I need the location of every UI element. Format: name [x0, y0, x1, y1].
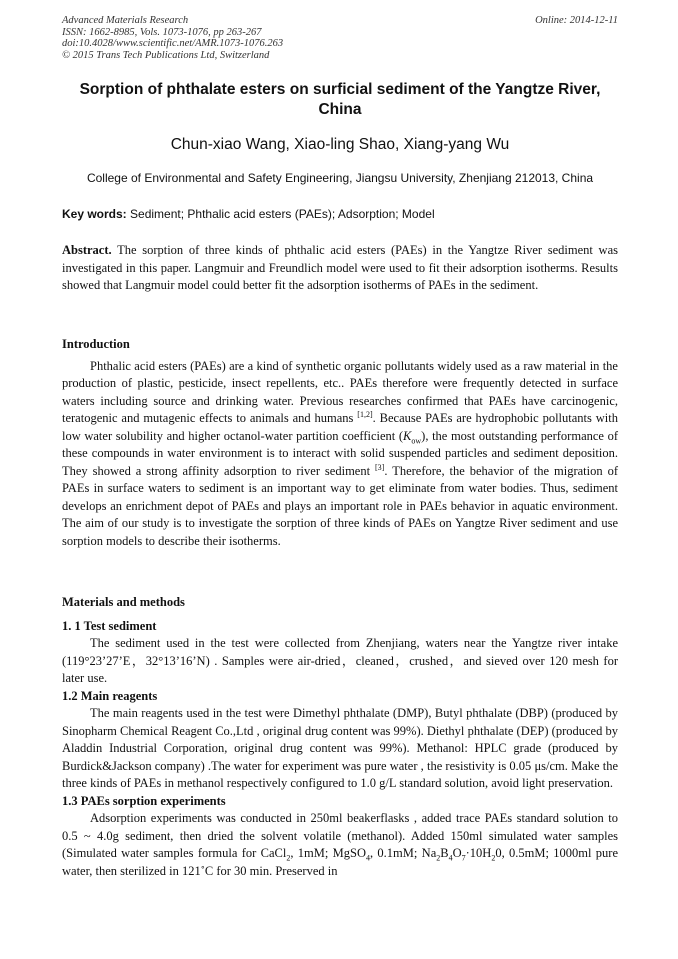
sorption-text-4: B — [440, 846, 449, 860]
sorption-text-2: , 1mM; MgSO — [290, 846, 366, 860]
intro-text-4: . Therefore, the behavior of the migration of PAEs in surface waters to sediment is an important way to get eliminate from water bodies. Thus, sediment develops an enrichment depot of PAEs and plays an important role in PAEs behavior in aquatic environment. The aim of our study is to investigate the sorption of three kinds of PAEs on Yangtze River sediment and use sorption models to describe their isotherms. — [62, 463, 618, 548]
subscript: 4 — [365, 853, 370, 863]
introduction-paragraph — [62, 358, 618, 551]
sorption-experiments-heading: 1.3 PAEs sorption experiments — [62, 793, 226, 808]
kow-subscript: ow — [411, 436, 422, 445]
test-sediment-heading: 1. 1 Test sediment — [62, 618, 157, 633]
citation-1: [1,2] — [357, 409, 373, 419]
intro-text-1: Phthalic acid esters (PAEs) are a kind of synthetic organic pollutants widely used as a raw material in the production of plastic, pesticide, insect repellents, etc.. PAEs therefore were frequently detected in surface waters including source and drinking water. Previous researches confirmed that PAEs have carcinogenic, teratogenic and mutagenic effects to animals and humans — [62, 358, 618, 425]
publication-header — [62, 15, 618, 61]
main-reagents-heading: 1.2 Main reagents — [62, 688, 158, 703]
sorption-text-3: , 0.1mM; Na — [369, 846, 437, 860]
intro-text-3: ), the most outstanding performance of these compounds in water environment is to interact with solid suspended particles and sediment deposition. They showed a strong affinity adsorption to river sediment — [62, 428, 618, 478]
keywords-text: Sediment; Phthalic acid esters (PAEs); Adsorption; Model — [126, 207, 435, 221]
subscript: 2 — [436, 853, 441, 863]
subscript: 2 — [491, 853, 496, 863]
introduction-heading: Introduction — [62, 337, 130, 351]
sorption-experiments-text — [62, 810, 618, 880]
copyright-line: © 2015 Trans Tech Publications Ltd, Switzerland — [62, 49, 270, 61]
intro-text-2: . Because PAEs are hydrophobic pollutants with low water solubility and higher octanol-water partition coefficient ( — [62, 411, 618, 443]
subscript: 7 — [461, 853, 466, 863]
abstract-label: Abstract. — [62, 243, 112, 257]
test-sediment-text: The sediment used in the test were collected from Zhenjiang, waters near the Yangtze river intake (119°23’27’E，32°13’16’N) . Samples were air-dried，cleaned，crushed，and sieved over 120 mesh for later use. — [62, 636, 618, 685]
author-list: Chun-xiao Wang, Xiao-ling Shao, Xiang-yang Wu — [170, 136, 510, 153]
keywords-label: Key words: — [62, 207, 127, 221]
sorption-text-5: O — [452, 846, 462, 860]
abstract-text: The sorption of three kinds of phthalic acid esters (PAEs) in the Yangtze River sediment was investigated in this paper. Langmuir and Freundlich model were used to fit their adsorption isotherms. Results showed that Langmuir model could better fit the adsorption isotherms of PAEs in the sediment. — [62, 243, 618, 292]
online-date: Online: 2014-12-11 — [535, 15, 618, 26]
sorption-text-1: Adsorption experiments was conducted in 250ml beakerflasks , added trace PAEs standard solution to 0.5 ~ 4.0g sediment, then dried the solvent volatile (methanol). Added 150ml simulated water samples (Simulated water samples formula for CaCl — [62, 811, 618, 860]
sorption-text-7: 0, 0.5mM; 1000ml pure water, then sterilized in 121˚C for 30 min. Preserved in — [62, 846, 619, 878]
doi-line: doi:10.4028/www.scientific.net/AMR.1073-1076.263 — [62, 38, 284, 49]
subscript: 4 — [448, 853, 453, 863]
methods-section — [62, 594, 618, 880]
journal-name: Advanced Materials Research — [62, 15, 189, 26]
keywords — [62, 207, 618, 221]
sorption-text-6: ·10H — [465, 846, 492, 860]
abstract — [62, 242, 618, 295]
methods-heading: Materials and methods — [62, 595, 185, 609]
issn-line: ISSN: 1662-8985, Vols. 1073-1076, pp 263-267 — [62, 26, 262, 38]
paper-title: Sorption of phthalate esters on surficial sediment of the Yangtze River, China — [79, 81, 601, 118]
introduction-section — [62, 336, 618, 550]
main-reagents-text: The main reagents used in the test were Dimethyl phthalate (DMP), Butyl phthalate (DBP) (produced by Sinopharm Chemical Reagent Co.,Ltd , original drug content was 99%). Diethyl phthalate (DEP) (produced by Aladdin Industrial Corporation, original drug content was 99%). Methanol: HPLC grade (produced by Burdick&Jackson company) .The water for experiment was pure water , the resistivity is 0.05 μs/cm. Make the three kinds of PAEs in methanol respectively configured to 1.0 g/L standard solution, avoid light preservation. — [62, 706, 618, 790]
subscript: 2 — [286, 853, 291, 863]
citation-2: [3] — [375, 462, 385, 472]
affiliation: College of Environmental and Safety Engineering, Jiangsu University, Zhenjiang 212013, China — [86, 171, 594, 185]
kow-symbol: K — [403, 428, 412, 443]
